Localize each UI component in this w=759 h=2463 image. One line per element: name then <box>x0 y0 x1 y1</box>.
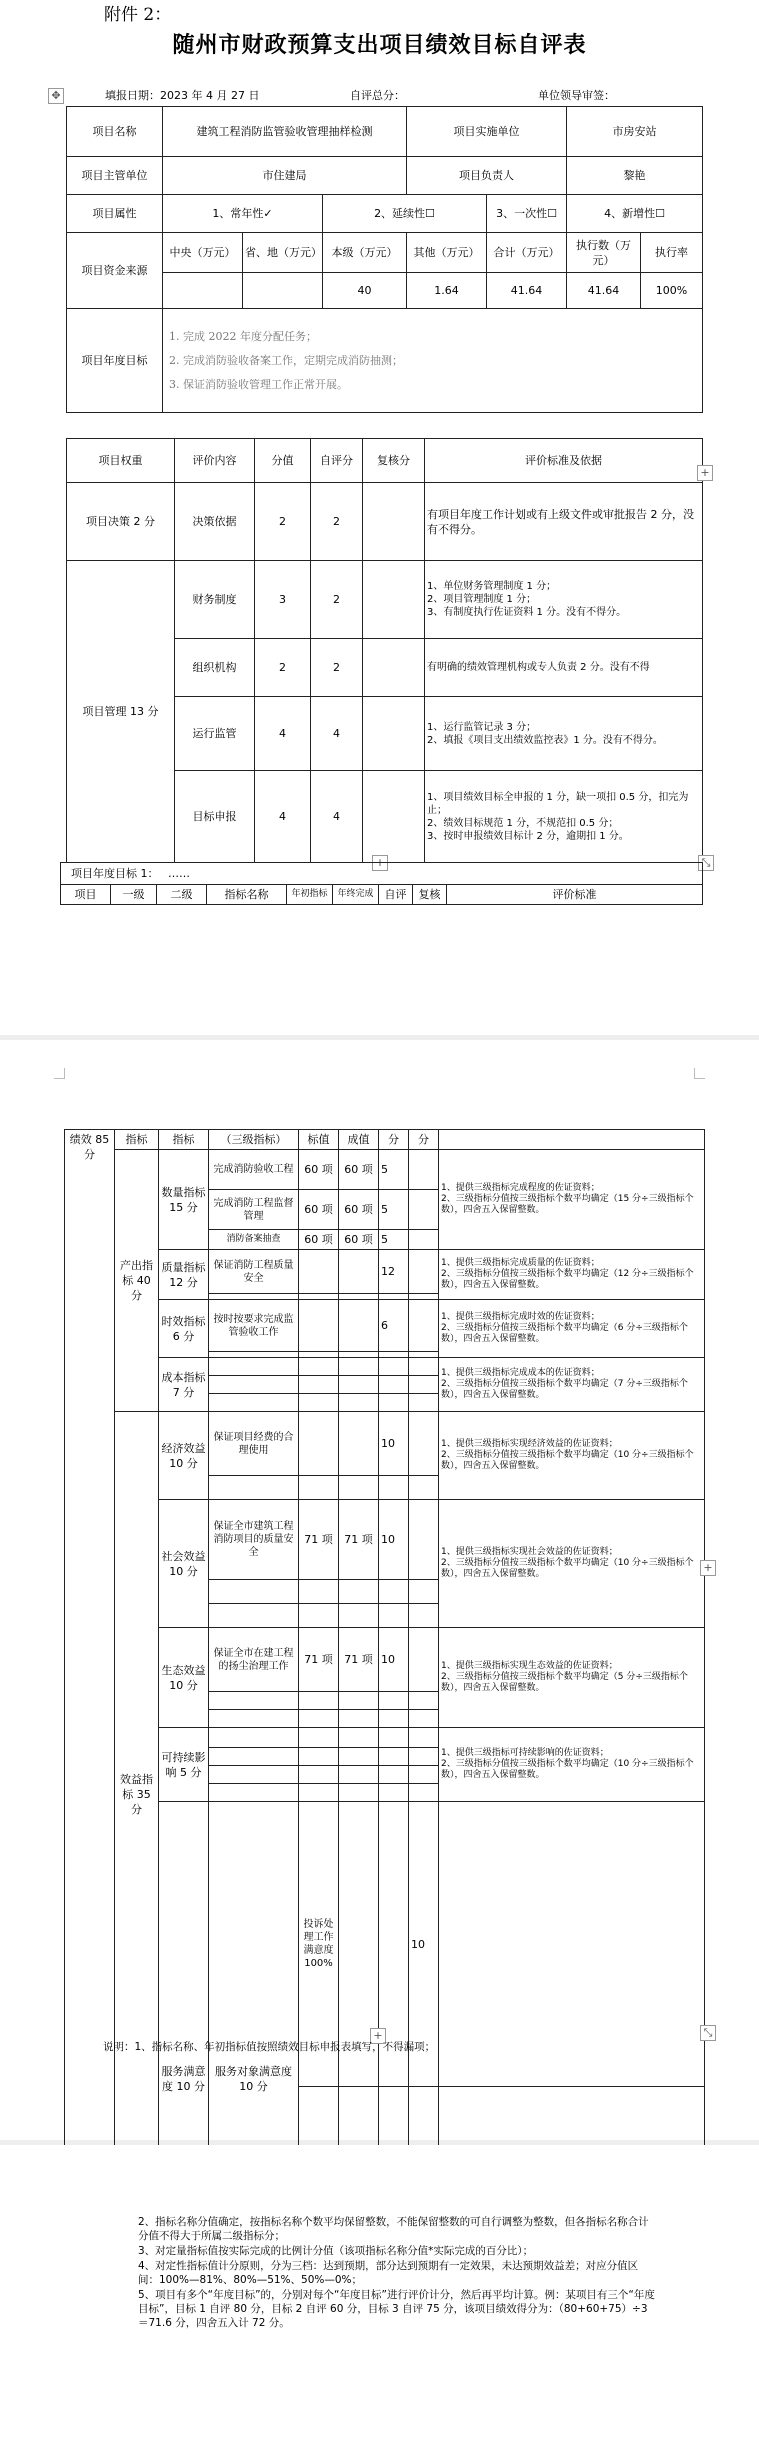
fund-value <box>163 273 243 309</box>
timeliness-label: 时效指标 6 分 <box>159 1300 209 1358</box>
fund-header: 执行率 <box>641 233 703 273</box>
indicator-name: 保证项目经费的合理使用 <box>209 1412 299 1476</box>
standard-line: 2、三级指标分值按三级指标个数平均确定（10 分÷三级指标个数），四舍五入保留整数。 <box>441 1450 694 1471</box>
mgmt-standard <box>425 771 703 863</box>
indicator-name: 保证消防工程质量安全 <box>209 1250 299 1294</box>
output-label: 产出指标 40 分 <box>115 1150 159 1412</box>
add-column-icon[interactable]: + <box>697 465 713 481</box>
indicator-target: 60 项 <box>299 1230 339 1250</box>
indicator-score: 10 <box>379 1628 409 1692</box>
indicator-score: 12 <box>379 1250 409 1294</box>
note-3: 3、对定量指标值按实际完成的比例计分值（该项指标名称分值*实际完成的百分比）； <box>138 2245 534 2257</box>
resize-handle-icon[interactable]: ⤡ <box>700 2025 716 2041</box>
decision-label: 项目决策 2 分 <box>67 483 175 561</box>
benefit-label: 效益指标 35 分 <box>115 1412 159 2177</box>
indicator-target: 60 项 <box>299 1190 339 1230</box>
page-3 <box>0 2145 759 2463</box>
goal-item: 3. 保证消防验收管理工作正常开展。 <box>169 377 348 391</box>
mgmt-score: 4 <box>255 771 311 863</box>
perf-header: 分 <box>409 1130 439 1150</box>
indicator-name: 完成消防验收工程 <box>209 1150 299 1190</box>
attachment-label: 附件 2： <box>104 5 172 25</box>
annual-goal-value: …… <box>168 867 190 880</box>
mgmt-standard <box>425 639 703 697</box>
fund-value <box>243 273 323 309</box>
indicator-actual <box>339 1300 379 1352</box>
mgmt-self: 4 <box>311 697 363 771</box>
indicator-actual <box>339 1250 379 1294</box>
standard-line: 1、提供三级指标完成成本的佐证资料； <box>441 1368 600 1378</box>
leader-sign: 单位领导审签： <box>538 89 615 102</box>
weight-header: 复核分 <box>363 439 425 483</box>
page-2 <box>0 1040 759 2140</box>
indicator-actual <box>339 1412 379 1476</box>
social-standard <box>439 1500 705 1628</box>
attr-option-1: 1、常年性✓ <box>163 195 323 233</box>
fund-header: 执行数（万元） <box>567 233 641 273</box>
leader-label: 项目负责人 <box>407 157 567 195</box>
indicator-name: 按时按要求完成监管验收工作 <box>209 1300 299 1352</box>
mgmt-score: 3 <box>255 561 311 639</box>
standard-line: 2、三级指标分值按三级指标个数平均确定（12 分÷三级指标个数），四舍五入保留整数。 <box>441 1269 694 1290</box>
attr-option-4: 4、新增性☐ <box>567 195 703 233</box>
indicator-actual: 60 项 <box>339 1230 379 1250</box>
standard-line: 1、项目绩效目标全申报的 1 分，缺一项扣 0.5 分，扣完为止； <box>427 791 689 816</box>
indicator-actual: 71 项 <box>339 1500 379 1580</box>
standard-line: 2、填报《项目支出绩效监控表》1 分。没有不得分。 <box>427 734 663 746</box>
goal-label: 项目年度目标 <box>67 309 163 413</box>
mgmt-review <box>363 561 425 639</box>
quantity-standard <box>439 1150 705 1250</box>
indicator-actual: 60 项 <box>339 1150 379 1190</box>
indicator-review <box>409 1300 439 1352</box>
standard-line: 2、绩效目标规范 1 分，不规范扣 0.5 分； <box>427 817 619 829</box>
quantity-label: 数量指标 15 分 <box>159 1150 209 1250</box>
indicator-target <box>299 1412 339 1476</box>
standard-line: 1、提供三级指标可持续影响的佐证资料； <box>441 1748 609 1758</box>
fund-header: 合计（万元） <box>487 233 567 273</box>
standard-line: 有明确的绩效管理机构或专人负责 2 分。没有不得 <box>427 662 650 673</box>
standard-line: 2、三级指标分值按三级指标个数平均确定（5 分÷三级指标个数），四舍五入保留整数。 <box>441 1672 688 1693</box>
standard-line: 1、提供三级指标完成时效的佐证资料； <box>441 1312 600 1322</box>
fund-value: 40 <box>323 273 407 309</box>
indicator-target: 60 项 <box>299 1150 339 1190</box>
mgmt-score: 2 <box>255 639 311 697</box>
goal-item: 1. 完成 2022 年度分配任务； <box>169 329 317 343</box>
page-1 <box>0 0 759 1035</box>
add-column-icon[interactable]: + <box>700 1560 716 1576</box>
mgmt-score: 4 <box>255 697 311 771</box>
mgmt-standard <box>425 561 703 639</box>
indicator-review <box>409 1628 439 1692</box>
standard-line: 3、按时申报绩效目标计 2 分，逾期扣 1 分。 <box>427 830 629 842</box>
indicator-target: 71 项 <box>299 1500 339 1580</box>
economic-standard <box>439 1412 705 1500</box>
self-total: 自评总分： <box>350 89 405 102</box>
service-label: 服务对象满意度 10 分 <box>209 1802 299 2357</box>
mgmt-self: 4 <box>311 771 363 863</box>
indicator-target <box>299 1250 339 1294</box>
indicator-actual: 60 项 <box>339 1190 379 1230</box>
main-unit: 市住建局 <box>163 157 407 195</box>
fund-header: 其他（万元） <box>407 233 487 273</box>
quality-standard <box>439 1250 705 1300</box>
indicator-score: 6 <box>379 1300 409 1352</box>
mgmt-content: 运行监管 <box>175 697 255 771</box>
social-label: 社会效益 10 分 <box>159 1500 209 1628</box>
sub-header: 年初指标 <box>287 885 333 905</box>
sub-header: 自评 <box>379 885 413 905</box>
annual-goal-table <box>60 862 703 905</box>
weight-header: 评价标准及依据 <box>425 439 703 483</box>
standard-line: 2、三级指标分值按三级指标个数平均确定（10 分÷三级指标个数），四舍五入保留整数。 <box>441 1759 694 1780</box>
perf-header: 分 <box>379 1130 409 1150</box>
mgmt-standard <box>425 697 703 771</box>
indicator-review <box>409 1190 439 1230</box>
mgmt-self: 2 <box>311 639 363 697</box>
indicator-score: 10 <box>379 1412 409 1476</box>
standard-line: 1、提供三级指标完成质量的佐证资料； <box>441 1258 600 1268</box>
indicator-target <box>299 1300 339 1352</box>
mgmt-review <box>363 697 425 771</box>
project-name-label: 项目名称 <box>67 107 163 157</box>
sub-header: 二级 <box>157 885 207 905</box>
decision-self: 2 <box>311 483 363 561</box>
info-table <box>66 106 703 413</box>
sub-header: 一级 <box>111 885 157 905</box>
fund-label: 项目资金来源 <box>67 233 163 309</box>
attr-option-2: 2、延续性☐ <box>323 195 487 233</box>
indicator-name: 保证全市建筑工程消防项目的质量安全 <box>209 1500 299 1580</box>
perf-header: 指标 <box>159 1130 209 1150</box>
sustain-standard <box>439 1728 705 1802</box>
sub-header: 指标名称 <box>207 885 287 905</box>
leader: 黎艳 <box>567 157 703 195</box>
perf-header: 成值 <box>339 1130 379 1150</box>
goal-item: 2. 完成消防验收备案工作，定期完成消防抽测； <box>169 353 403 367</box>
note-4: 4、对定性指标值计分原则，分为三档：达到预期，部分达到预期有一定效果，未达预期效益差；对应分值区间：100%—81%、80%—51%、50%—0%； <box>138 2260 639 2286</box>
economic-label: 经济效益 10 分 <box>159 1412 209 1500</box>
fund-header: 中央（万元） <box>163 233 243 273</box>
standard-line: 2、三级指标分值按三级指标个数平均确定（15 分÷三级指标个数），四舍五入保留整数。 <box>441 1194 694 1215</box>
main-unit-label: 项目主管单位 <box>67 157 163 195</box>
weight-header: 项目权重 <box>67 439 175 483</box>
weight-header: 分值 <box>255 439 311 483</box>
project-name: 建筑工程消防监管验收管理抽样检测 <box>163 107 407 157</box>
cost-standard <box>439 1358 705 1412</box>
mgmt-content: 财务制度 <box>175 561 255 639</box>
standard-line: 2、三级指标分值按三级指标个数平均确定（6 分÷三级指标个数），四舍五入保留整数。 <box>441 1323 688 1344</box>
indicator-review <box>409 1150 439 1190</box>
indicator-name: 投诉处理工作满意度 100% <box>299 1802 339 2087</box>
weight-table <box>66 438 703 863</box>
resize-handle-icon[interactable]: ⤡ <box>698 855 714 871</box>
satisfaction-label: 服务满意度 10 分 <box>159 1802 209 2357</box>
mgmt-content: 目标申报 <box>175 771 255 863</box>
decision-standard: 有项目年度工作计划或有上级文件或审批报告 2 分，没有不得分。 <box>425 483 703 561</box>
add-row-icon[interactable]: + <box>372 855 388 871</box>
standard-line: 3、有制度执行佐证资料 1 分。没有不得分。 <box>427 607 627 618</box>
sub-header: 评价标准 <box>447 885 703 905</box>
indicator-score: 10 <box>409 1802 439 2087</box>
indicator-name: 消防备案抽查 <box>209 1230 299 1250</box>
page-corner-mark <box>694 1068 705 1079</box>
indicator-target: 71 项 <box>299 1628 339 1692</box>
decision-review <box>363 483 425 561</box>
fund-value: 1.64 <box>407 273 487 309</box>
fund-header: 省、地（万元） <box>243 233 323 273</box>
standard-line: 1、提供三级指标实现社会效益的佐证资料； <box>441 1547 618 1557</box>
indicator-name: 完成消防工程监督管理 <box>209 1190 299 1230</box>
impl-unit-label: 项目实施单位 <box>407 107 567 157</box>
eco-label: 生态效益 10 分 <box>159 1628 209 1728</box>
fund-header: 本级（万元） <box>323 233 407 273</box>
mgmt-review <box>363 639 425 697</box>
perf-total-label: 绩效 85 分 <box>65 1130 115 2377</box>
decision-score: 2 <box>255 483 311 561</box>
standard-line: 2、三级指标分值按三级指标个数平均确定（7 分÷三级指标个数），四舍五入保留整数。 <box>441 1379 688 1400</box>
management-label: 项目管理 13 分 <box>67 561 175 863</box>
note-2: 2、指标名称分值确定，按指标名称个数平均保留整数，不能保留整数的可自行调整为整数，但各指标名称合计分值不得大于所属二级指标分； <box>138 2216 649 2242</box>
decision-content: 决策依据 <box>175 483 255 561</box>
fund-value: 41.64 <box>487 273 567 309</box>
indicator-actual: 71 项 <box>339 1628 379 1692</box>
fund-value: 100% <box>641 273 703 309</box>
weight-header: 自评分 <box>311 439 363 483</box>
standard-line: 1、提供三级指标完成程度的佐证资料； <box>441 1183 600 1193</box>
indicator-review <box>409 1500 439 1580</box>
standard-line: 2、三级指标分值按三级指标个数平均确定（10 分÷三级指标个数），四舍五入保留整数。 <box>441 1558 694 1579</box>
sub-header: 项目 <box>61 885 111 905</box>
perf-header: （三级指标） <box>209 1130 299 1150</box>
quality-label: 质量指标 12 分 <box>159 1250 209 1300</box>
mgmt-content: 组织机构 <box>175 639 255 697</box>
standard-line: 1、运行监管记录 3 分； <box>427 721 537 733</box>
indicator-review <box>409 1230 439 1250</box>
fund-value: 41.64 <box>567 273 641 309</box>
standard-line: 1、提供三级指标实现经济效益的佐证资料； <box>441 1439 618 1449</box>
eco-standard <box>439 1628 705 1728</box>
add-row-icon[interactable]: + <box>370 2028 386 2044</box>
move-handle-icon[interactable]: ✥ <box>48 88 64 104</box>
mgmt-review <box>363 771 425 863</box>
sub-header: 年终完成 <box>333 885 379 905</box>
timeliness-standard <box>439 1300 705 1358</box>
page-title: 随州市财政预算支出项目绩效目标自评表 <box>172 32 587 58</box>
note-5: 5、项目有多个“年度目标”的，分别对每个“年度目标”进行评价计分，然后再平均计算。例：某项目有三个“年度目标”，目标 1 自评 80 分，目标 2 自评 60 分，目标 3 自评 75 分，该项目绩效得分为：（80+60+75）÷3＝71.6 分，四舍五入计 72 分。 <box>138 2289 655 2329</box>
indicator-score: 5 <box>379 1150 409 1190</box>
indicator-review <box>409 1250 439 1294</box>
fill-date: 填报日期：2023 年 4 月 27 日 <box>105 89 260 102</box>
attr-option-3: 3、一次性☐ <box>487 195 567 233</box>
annual-goal-row <box>61 863 703 885</box>
annual-goal-label: 项目年度目标 1： <box>71 867 159 880</box>
mgmt-self: 2 <box>311 561 363 639</box>
perf-header-standard <box>439 1130 705 1150</box>
attr-label: 项目属性 <box>67 195 163 233</box>
standard-line: 2、项目管理制度 1 分； <box>427 594 537 605</box>
standard-line: 1、提供三级指标实现生态效益的佐证资料； <box>441 1661 618 1671</box>
indicator-score: 5 <box>379 1190 409 1230</box>
sustain-label: 可持续影响 5 分 <box>159 1728 209 1802</box>
perf-header: 指标 <box>115 1130 159 1150</box>
sub-header: 复核 <box>413 885 447 905</box>
page-corner-mark <box>54 1068 65 1079</box>
indicator-review <box>409 1412 439 1476</box>
standard-line: 1、单位财务管理制度 1 分； <box>427 581 557 592</box>
goal-list <box>163 309 703 413</box>
note-1: 说明：1、指标名称、年初指标值按照绩效目标申报表填写，不得漏项； <box>103 2041 436 2053</box>
cost-label: 成本指标 7 分 <box>159 1358 209 1412</box>
indicator-score: 5 <box>379 1230 409 1250</box>
perf-header: 标值 <box>299 1130 339 1150</box>
indicator-score: 10 <box>379 1500 409 1580</box>
impl-unit: 市房安站 <box>567 107 703 157</box>
indicator-name: 保证全市在建工程的扬尘治理工作 <box>209 1628 299 1692</box>
weight-header: 评价内容 <box>175 439 255 483</box>
